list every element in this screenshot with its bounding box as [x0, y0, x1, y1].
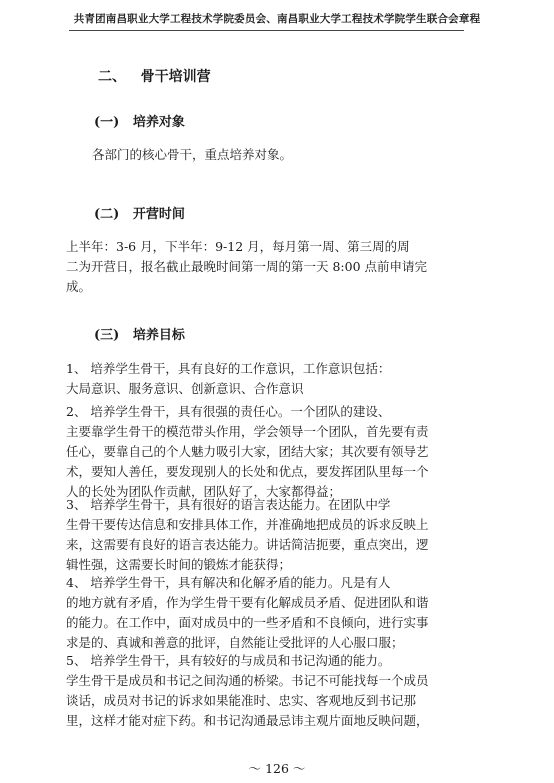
text-line: 的地方就有矛盾，作为学生骨干要有化解成员矛盾、促进团队和谐 — [66, 595, 429, 610]
text-line: 来，这需要有良好的语言表达能力。讲话简洁扼要，重点突出，逻 — [66, 537, 429, 552]
subsection-heading-schedule: (二) 开营时间 — [94, 207, 185, 222]
text-line: 任心，要靠自己的个人魅力吸引大家，团结大家；其次要有领导艺 — [66, 444, 429, 459]
text-line: 术，要知人善任，要发现别人的长处和优点，要发挥团队里每一个 — [66, 464, 429, 479]
paragraph-goal-1 — [66, 359, 473, 399]
paragraph-goal-4 — [66, 573, 473, 653]
text-line: 主要靠学生骨干的模范带头作用，学会领导一个团队，首先要有责 — [66, 424, 429, 439]
text-line: 成。 — [66, 279, 92, 294]
text-line: 辑性强，这需要长时间的锻炼才能获得； — [66, 557, 292, 572]
paragraph-goal-3 — [66, 495, 473, 575]
text-line: 二为开营日，报名截止最晚时间第一周的第一天 8:00 点前申请完 — [66, 259, 428, 274]
subsection-heading-goals: (三) 培养目标 — [94, 328, 185, 343]
text-line: 学生骨干是成员和书记之间沟通的桥梁。书记不可能找每一个成员 — [66, 673, 429, 688]
text-line: 4、 培养学生骨干，具有解决和化解矛盾的能力。凡是有人 — [66, 575, 391, 590]
text-line: 各部门的核心骨干，重点培养对象。 — [92, 147, 293, 162]
paragraph-target — [66, 145, 473, 165]
header-divider — [69, 30, 464, 31]
text-line: 大局意识、服务意识、创新意识、合作意识 — [66, 381, 304, 396]
text-line: 3、 培养学生骨干，具有很好的语言表达能力。在团队中学 — [66, 497, 391, 512]
text-line: 求是的、真诚和善意的批评，自然能让受批评的人心服口服； — [66, 635, 404, 650]
text-line: 1、 培养学生骨干，具有良好的工作意识，工作意识包括： — [66, 361, 391, 376]
page-number: ～ 126 ～ — [248, 761, 306, 776]
page-header: 共青团南昌职业大学工程技术学院委员会、南昌职业大学工程技术学院学生联合会章程 — [73, 13, 481, 25]
section-heading: 二、 骨干培训营 — [98, 69, 211, 85]
text-line: 的能力。在工作中，面对成员中的一些矛盾和不良倾向，进行实事 — [66, 615, 429, 630]
text-line: 生骨干要传达信息和安排具体工作，并准确地把成员的诉求反映上 — [66, 517, 429, 532]
text-line: 2、 培养学生骨干，具有很强的责任心。一个团队的建设、 — [66, 404, 391, 419]
text-line: 人的长处为团队作贡献，团队好了，大家都得益； — [66, 484, 342, 499]
text-line: 里，这样才能对症下药。和书记沟通最忌讳主观片面地反映问题， — [66, 713, 429, 728]
subsection-heading-target: (一) 培养对象 — [94, 115, 185, 130]
text-line: 谈话，成员对书记的诉求如果能准时、忠实、客观地反到书记那 — [66, 693, 417, 708]
text-line: 上半年：3-6 月，下半年：9-12 月，每月第一周、第三周的周 — [66, 239, 410, 254]
text-line: 5、 培养学生骨干，具有较好的与成员和书记沟通的能力。 — [66, 653, 391, 668]
paragraph-goal-2 — [66, 402, 473, 502]
paragraph-schedule — [66, 237, 473, 297]
paragraph-goal-5 — [66, 651, 473, 731]
